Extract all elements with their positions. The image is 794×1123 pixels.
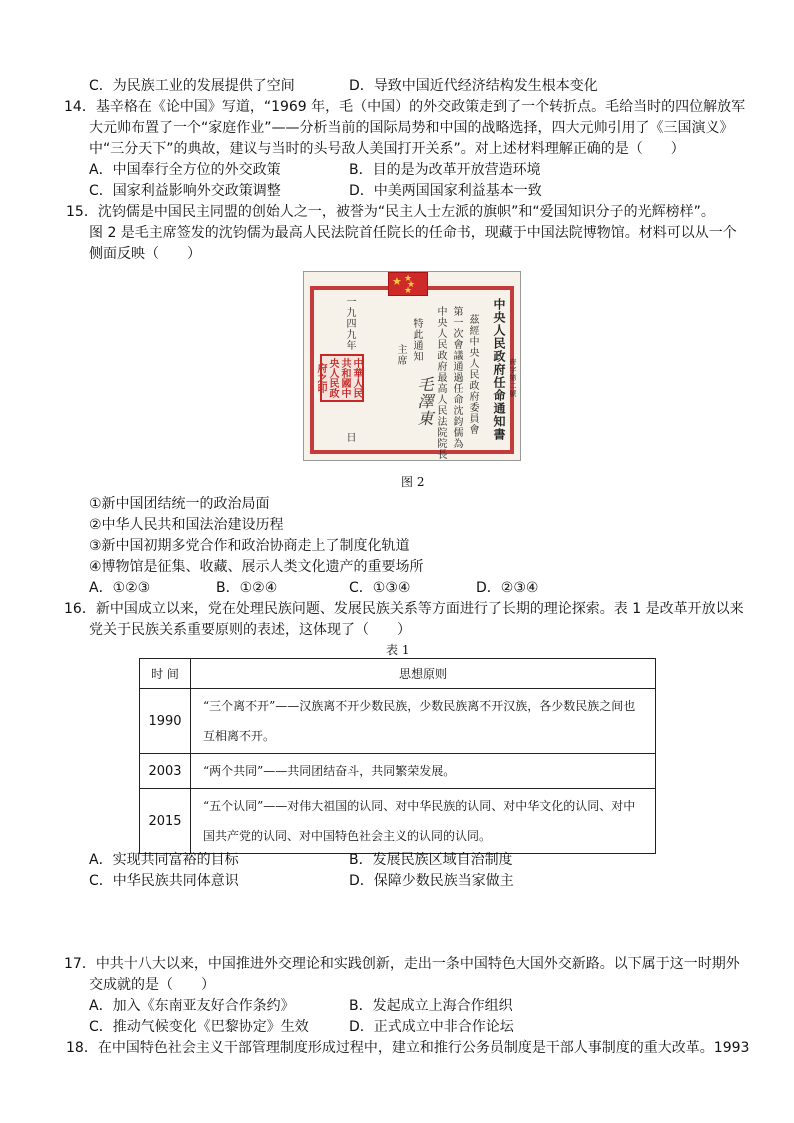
table-1-caption: 表 1 xyxy=(386,643,410,657)
table-cell-principle: “三个离不开”——汉族离不开少数民族，少数民族离不开汉族，各少数民族之间也互相离不开。 xyxy=(191,689,656,754)
national-flag-icon: ★ ★ ★ ★ xyxy=(388,272,428,296)
table-row xyxy=(140,689,656,754)
chairman-signature: 毛澤東 xyxy=(415,376,434,427)
table-header-time: 时 间 xyxy=(140,659,191,689)
q16-option-d: D．保障少数民族当家做主 xyxy=(349,873,514,889)
table-row xyxy=(140,789,656,854)
certificate-number: 府字第二號 xyxy=(509,358,517,398)
certificate-body-line-3: 中央人民政府最高人民法院院長 xyxy=(435,306,446,460)
q15-stem-line-2: 图 2 是毛主席签发的沈钧儒为最高人民法院首任院长的任命书，现藏于中国法院博物馆。材料可以从一个 xyxy=(89,225,737,241)
q16-stem-line-2: 党关于民族关系重要原则的表述，这体现了（ ） xyxy=(89,622,411,638)
table-header-principle: 思想原则 xyxy=(191,659,656,689)
certificate-date-year: 一九四九年 xyxy=(344,296,355,351)
q13-option-d: D．导致中国近代经济结构发生根本变化 xyxy=(349,78,598,94)
q15-item-3: ③新中国初期多党合作和政治协商走上了制度化轨道 xyxy=(89,538,410,554)
q15-stem-line-3: 侧面反映（ ） xyxy=(89,246,201,262)
q14-stem-line-2: 大元帅布置了一个“家庭作业”——分析当前的国际局势和中国的战略选择，四大元帅引用了《三国演义》 xyxy=(89,120,734,136)
certificate-title: 中央人民政府任命通知書 xyxy=(492,298,506,441)
q14-option-b: B．目的是为改革开放营造环境 xyxy=(349,162,541,178)
figure-2-caption: 图 2 xyxy=(401,475,425,489)
q15-item-4: ④博物馆是征集、收藏、展示人类文化遗产的重要场所 xyxy=(89,559,424,575)
q14-option-d: D．中美两国国家利益基本一致 xyxy=(349,183,542,199)
table-cell-year: 2003 xyxy=(140,754,191,789)
q17-option-c: C．推动气候变化《巴黎协定》生效 xyxy=(89,1019,309,1035)
appointment-certificate-image xyxy=(303,271,521,461)
q15-option-c: C．①③④ xyxy=(349,580,411,596)
table-cell-principle: “五个认同”——对伟大祖国的认同、对中华民族的认同、对中华文化的认同、对中国共产党的认同、对中国特色社会主义的认同的认同。 xyxy=(191,789,656,854)
q15-option-b: B．①②④ xyxy=(216,580,278,596)
certificate-notice: 特此通知 xyxy=(411,318,422,362)
certificate-chair-label: 主席 xyxy=(395,344,406,366)
certificate-body-line-1: 茲經中央人民政府委員會 xyxy=(467,314,478,435)
q15-item-1: ①新中国团结统一的政治局面 xyxy=(89,496,270,512)
q18-stem-line-1: 18．在中国特色社会主义干部管理制度形成过程中，建立和推行公务员制度是干部人事制度的重大改革。1993 xyxy=(66,1040,750,1056)
q17-option-b: B．发起成立上海合作组织 xyxy=(349,998,513,1014)
q16-stem-line-1: 16．新中国成立以来，党在处理民族问题、发展民族关系等方面进行了长期的理论探索。表 1 是改革开放以来 xyxy=(64,601,744,617)
q17-stem-line-2: 交成就的是（ ） xyxy=(89,977,215,993)
q15-item-2: ②中华人民共和国法治建设历程 xyxy=(89,517,284,533)
q16-option-c: C．中华民族共同体意识 xyxy=(89,873,239,889)
table-header-row xyxy=(140,659,656,689)
q17-option-a: A．加入《东南亚友好合作条约》 xyxy=(89,998,295,1014)
table-cell-principle: “两个共同”——共同团结奋斗，共同繁荣发展。 xyxy=(191,754,656,789)
q15-stem-line-1: 15．沈钧儒是中国民主同盟的创始人之一，被誉为“民主人士左派的旗帜”和“爱国知识分子的光辉榜样”。 xyxy=(66,204,715,220)
certificate-body-line-2: 第一次會議通過任命沈鈞儒為 xyxy=(451,306,462,449)
q14-stem-line-1: 14．基辛格在《论中国》写道，“1969 年，毛（中国）的外交政策走到了一个转折点。毛给当时的四位解放军 xyxy=(64,99,746,115)
q16-option-a: A．实现共同富裕的目标 xyxy=(89,852,239,868)
q15-option-a: A．①②③ xyxy=(89,580,151,596)
q13-option-c: C．为民族工业的发展提供了空间 xyxy=(89,78,295,94)
principles-table xyxy=(139,658,656,854)
table-cell-year: 2015 xyxy=(140,789,191,854)
certificate-date-day: 日 xyxy=(344,432,355,443)
q17-option-d: D．正式成立中非合作论坛 xyxy=(349,1019,514,1035)
table-cell-year: 1990 xyxy=(140,689,191,754)
q14-stem-line-3: 中“三分天下”的典故，建议与当时的头号敌人美国打开关系”。对上述材料理解正确的是（ ） xyxy=(89,141,685,157)
q15-option-d: D．②③④ xyxy=(476,580,539,596)
q17-stem-line-1: 17．中共十八大以来，中国推进外交理论和实践创新，走出一条中国特色大国外交新路。以下属于这一时期外 xyxy=(64,956,740,972)
q16-option-b: B．发展民族区域自治制度 xyxy=(349,852,513,868)
q14-option-a: A．中国奉行全方位的外交政策 xyxy=(89,162,281,178)
table-row xyxy=(140,754,656,789)
government-seal: 中華人民共和國中央人民政府之印 xyxy=(320,354,364,402)
q14-option-c: C．国家利益影响外交政策调整 xyxy=(89,183,281,199)
